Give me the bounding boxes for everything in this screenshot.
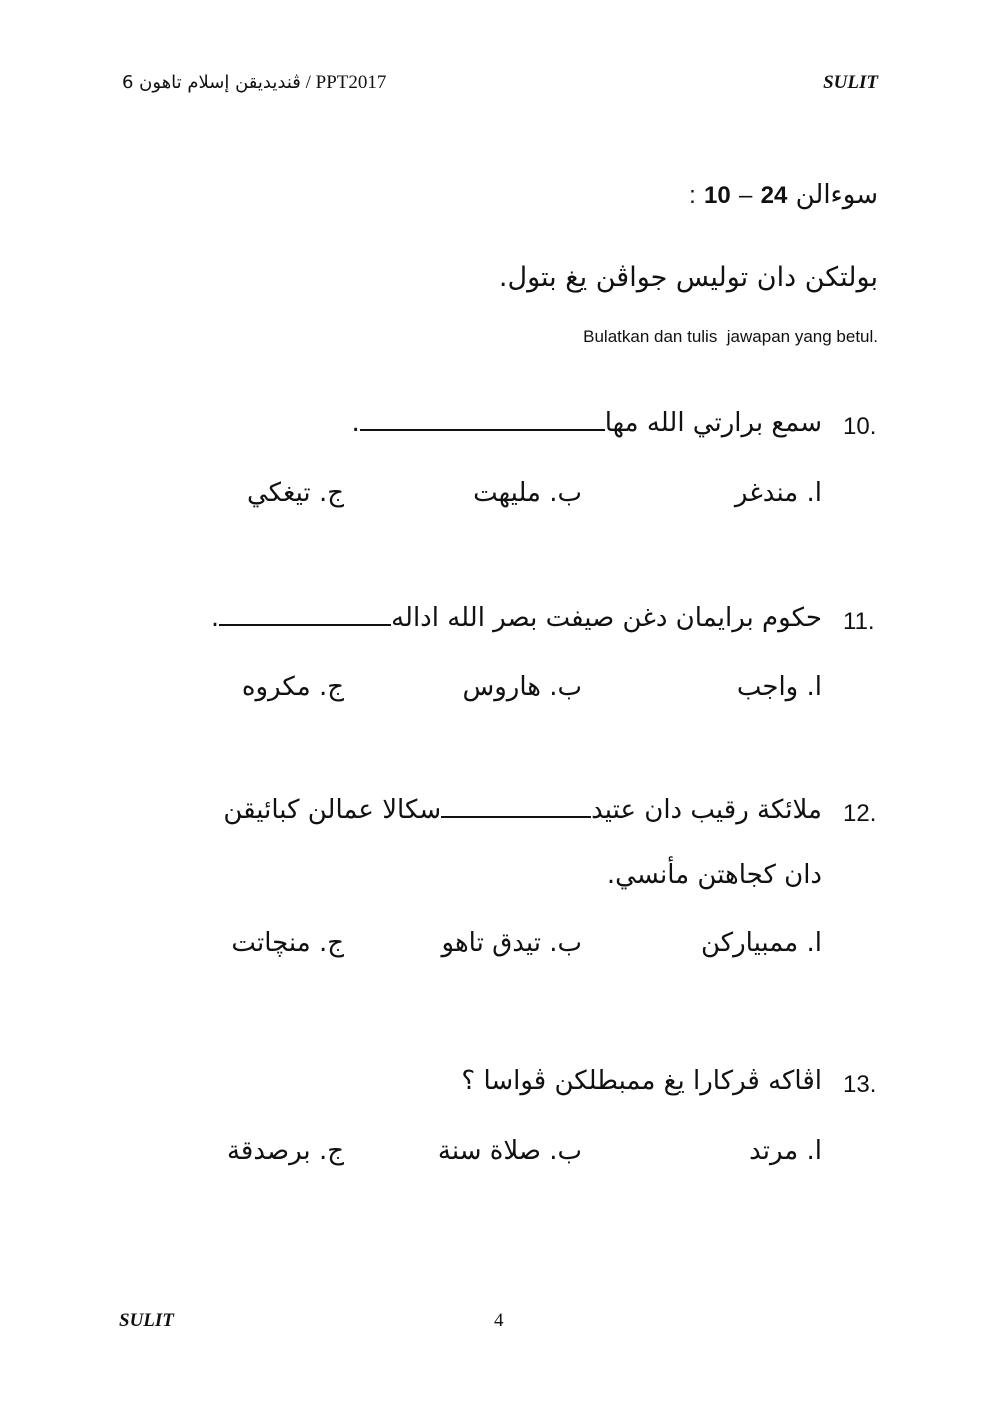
section-range-dash: – [739,182,753,209]
option-label: ا. [806,672,822,702]
question-11-number: 11. [843,608,875,635]
instruction-jawi: بولتكن دان توليس جواڤن يغ بتول. [498,262,878,293]
footer-sulit-label: SULIT [119,1310,174,1331]
question-12-blank[interactable] [441,814,591,818]
question-10-text-after: . [351,408,360,438]
option-text: مندغر [734,478,799,508]
option-label: ج. [318,672,344,702]
question-12-option-a[interactable] [701,928,822,958]
question-11-text [211,603,822,633]
question-12-text-before: ملائكة رقيب دان عتيد [591,795,822,825]
question-12-option-c[interactable] [231,928,344,958]
option-text: تيدق تاهو [441,928,541,958]
option-text: مكروه [241,672,311,702]
header-left [122,72,386,94]
question-11-blank[interactable] [219,622,391,626]
option-label: ج. [318,928,344,958]
question-12-text-after: سكالا عمالن كبائيقن [223,795,442,825]
header-separator: / [300,72,316,93]
question-13-number: 13. [843,1071,877,1098]
footer-page-number: 4 [494,1310,504,1331]
question-12-option-b[interactable] [442,928,582,958]
question-10-text [351,408,822,438]
question-13-option-c[interactable] [227,1136,344,1166]
section-range-start: 10 [704,182,731,209]
option-text: برصدقة [226,1136,311,1166]
option-label: ا. [806,478,822,508]
option-text: تيغكي [247,478,311,508]
section-range-end: 24 [760,182,788,209]
section-title-jawi: سوءالن [795,180,878,210]
question-12-text-line2: دان كجاهتن مأنسي. [606,860,822,890]
question-10-option-a[interactable] [735,478,822,508]
question-10-blank[interactable] [360,427,605,431]
header-exam-code: PPT2017 [315,72,387,93]
question-12-text [223,795,822,825]
option-label: ا. [806,1136,822,1166]
option-label: ج. [318,478,344,508]
question-10-text-before: سمع برارتي الله مها [604,408,822,438]
option-label: ب. [549,672,582,702]
header-subject-jawi: ڤنديديقن إسلام تاهون 6 [122,72,301,93]
question-13-text: اڤاكه ڤركارا يغ ممبطلكن ڤواسا ؟ [461,1066,822,1096]
header-sulit-label: SULIT [823,72,878,93]
option-label: ب. [549,1136,582,1166]
question-12-number: 12. [843,800,877,827]
option-text: ممبياركن [700,928,799,958]
question-10-option-b[interactable] [473,478,582,508]
instruction-rumi: Bulatkan dan tulis jawapan yang betul. [583,327,878,346]
option-label: ا. [806,928,822,958]
option-text: مرتد [749,1136,799,1166]
question-11-option-b[interactable] [463,672,583,702]
option-text: هاروس [462,672,541,702]
option-text: منچاتت [231,928,311,958]
question-11-option-a[interactable] [737,672,822,702]
question-11-text-before: حكوم برايمان دغن صيفت بصر الله اداله [391,603,822,633]
section-title [689,180,878,210]
option-label: ب. [549,928,582,958]
question-10-option-c[interactable] [247,478,344,508]
option-label: ج. [318,1136,344,1166]
option-label: ب. [549,478,582,508]
section-colon: : [689,182,696,209]
option-text: صلاة سنة [437,1136,541,1166]
option-text: واجب [736,672,799,702]
question-13-option-a[interactable] [749,1136,822,1166]
option-text: مليهت [473,478,541,508]
question-13-option-b[interactable] [438,1136,582,1166]
question-11-text-after: . [210,603,220,633]
question-11-option-c[interactable] [242,672,344,702]
question-10-number: 10. [843,413,877,440]
